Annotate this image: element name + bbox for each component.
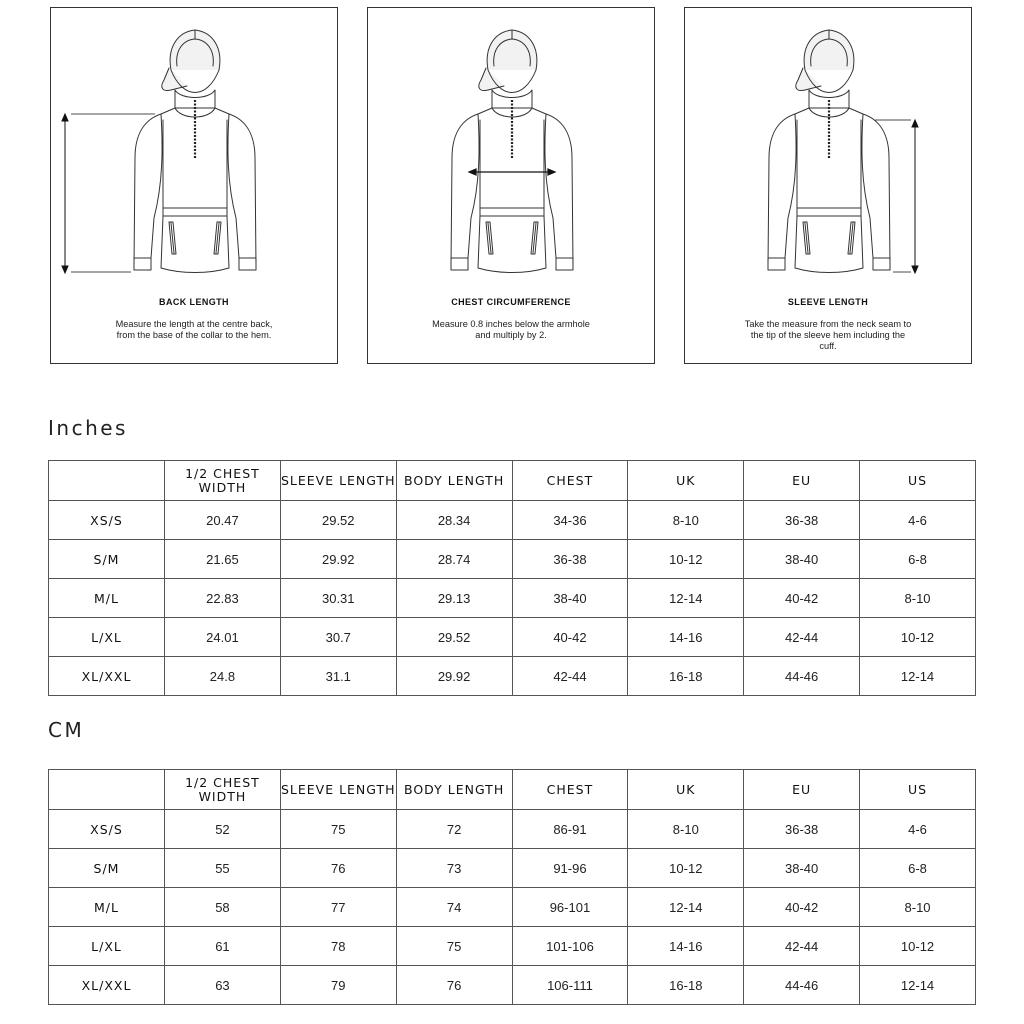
size-label-cell: XL/XXL — [49, 657, 165, 696]
column-header: 1/2 CHEST WIDTH — [165, 770, 281, 810]
size-label-cell: S/M — [49, 540, 165, 579]
table-cell: 36-38 — [744, 501, 860, 540]
table-cell: 28.34 — [396, 501, 512, 540]
table-header-row — [49, 770, 976, 810]
table-cell: 38-40 — [512, 579, 628, 618]
table-cell: 6-8 — [860, 540, 976, 579]
table-cell: 16-18 — [628, 657, 744, 696]
table-cell: 36-38 — [744, 810, 860, 849]
column-header: UK — [628, 770, 744, 810]
table-cell: 44-46 — [744, 966, 860, 1005]
header-corner-cell — [49, 461, 165, 501]
table-cell: 16-18 — [628, 966, 744, 1005]
jacket-chest-illustration — [368, 8, 656, 288]
table-cell: 30.31 — [280, 579, 396, 618]
table-cell: 40-42 — [744, 888, 860, 927]
table-cell: 29.52 — [396, 618, 512, 657]
table-cell: 40-42 — [744, 579, 860, 618]
table-cell: 61 — [165, 927, 281, 966]
table-cell: 79 — [280, 966, 396, 1005]
table-cell: 4-6 — [860, 501, 976, 540]
table-cell: 8-10 — [628, 501, 744, 540]
inches-section-title: Inches — [48, 416, 128, 440]
table-cell: 21.65 — [165, 540, 281, 579]
table-cell: 22.83 — [165, 579, 281, 618]
panel-back-length — [50, 7, 338, 364]
table-cell: 34-36 — [512, 501, 628, 540]
table-cell: 78 — [280, 927, 396, 966]
table-cell: 29.92 — [396, 657, 512, 696]
panel-title: CHEST CIRCUMFERENCE — [451, 297, 571, 307]
table-cell: 96-101 — [512, 888, 628, 927]
table-row — [49, 618, 976, 657]
table-cell: 24.8 — [165, 657, 281, 696]
table-cell: 75 — [280, 810, 396, 849]
panel-description: Measure 0.8 inches below the armhole and multiply by 2. — [432, 319, 590, 340]
table-cell: 74 — [396, 888, 512, 927]
table-cell: 29.13 — [396, 579, 512, 618]
panel-title: BACK LENGTH — [159, 297, 229, 307]
cm-size-table — [48, 769, 976, 1005]
size-label-cell: L/XL — [49, 927, 165, 966]
panel-sleeve-length — [684, 7, 972, 364]
table-cell: 12-14 — [628, 579, 744, 618]
size-label-cell: M/L — [49, 579, 165, 618]
table-cell: 106-111 — [512, 966, 628, 1005]
table-cell: 55 — [165, 849, 281, 888]
table-cell: 42-44 — [744, 618, 860, 657]
table-row — [49, 657, 976, 696]
column-header: US — [860, 461, 976, 501]
column-header: SLEEVE LENGTH — [280, 770, 396, 810]
table-cell: 42-44 — [512, 657, 628, 696]
cm-section-title: CM — [48, 718, 85, 742]
table-cell: 75 — [396, 927, 512, 966]
table-cell: 44-46 — [744, 657, 860, 696]
table-row — [49, 579, 976, 618]
table-cell: 28.74 — [396, 540, 512, 579]
table-cell: 8-10 — [860, 888, 976, 927]
column-header: 1/2 CHEST WIDTH — [165, 461, 281, 501]
jacket-back-length-illustration — [51, 8, 339, 288]
column-header: SLEEVE LENGTH — [280, 461, 396, 501]
table-row — [49, 810, 976, 849]
table-cell: 52 — [165, 810, 281, 849]
column-header: BODY LENGTH — [396, 770, 512, 810]
table-cell: 10-12 — [860, 927, 976, 966]
table-cell: 36-38 — [512, 540, 628, 579]
column-header: CHEST — [512, 770, 628, 810]
column-header: CHEST — [512, 461, 628, 501]
table-cell: 14-16 — [628, 927, 744, 966]
table-cell: 10-12 — [628, 849, 744, 888]
panel-description: Measure the length at the centre back, from the base of the collar to the hem. — [115, 319, 273, 340]
table-row — [49, 849, 976, 888]
table-cell: 73 — [396, 849, 512, 888]
table-cell: 76 — [396, 966, 512, 1005]
column-header: EU — [744, 770, 860, 810]
table-cell: 40-42 — [512, 618, 628, 657]
table-cell: 8-10 — [628, 810, 744, 849]
table-cell: 12-14 — [860, 966, 976, 1005]
table-cell: 76 — [280, 849, 396, 888]
table-cell: 101-106 — [512, 927, 628, 966]
column-header: BODY LENGTH — [396, 461, 512, 501]
jacket-sleeve-length-illustration — [685, 8, 973, 288]
table-cell: 30.7 — [280, 618, 396, 657]
table-cell: 29.92 — [280, 540, 396, 579]
table-cell: 38-40 — [744, 849, 860, 888]
size-label-cell: S/M — [49, 849, 165, 888]
table-cell: 29.52 — [280, 501, 396, 540]
size-label-cell: XL/XXL — [49, 966, 165, 1005]
table-row — [49, 927, 976, 966]
table-cell: 10-12 — [860, 618, 976, 657]
panel-title: SLEEVE LENGTH — [787, 297, 869, 307]
table-cell: 72 — [396, 810, 512, 849]
table-cell: 6-8 — [860, 849, 976, 888]
table-cell: 42-44 — [744, 927, 860, 966]
size-label-cell: XS/S — [49, 810, 165, 849]
table-cell: 31.1 — [280, 657, 396, 696]
table-header-row — [49, 461, 976, 501]
size-label-cell: XS/S — [49, 501, 165, 540]
table-cell: 10-12 — [628, 540, 744, 579]
table-cell: 4-6 — [860, 810, 976, 849]
table-cell: 38-40 — [744, 540, 860, 579]
table-row — [49, 540, 976, 579]
table-cell: 77 — [280, 888, 396, 927]
table-cell: 8-10 — [860, 579, 976, 618]
table-row — [49, 501, 976, 540]
size-label-cell: L/XL — [49, 618, 165, 657]
inches-size-table — [48, 460, 976, 696]
panel-chest-circumference — [367, 7, 655, 364]
table-row — [49, 966, 976, 1005]
table-cell: 24.01 — [165, 618, 281, 657]
column-header: US — [860, 770, 976, 810]
column-header: UK — [628, 461, 744, 501]
table-row — [49, 888, 976, 927]
table-cell: 86-91 — [512, 810, 628, 849]
table-cell: 20.47 — [165, 501, 281, 540]
table-cell: 63 — [165, 966, 281, 1005]
header-corner-cell — [49, 770, 165, 810]
table-cell: 58 — [165, 888, 281, 927]
table-cell: 12-14 — [860, 657, 976, 696]
table-cell: 14-16 — [628, 618, 744, 657]
column-header: EU — [744, 461, 860, 501]
table-cell: 91-96 — [512, 849, 628, 888]
panel-description: Take the measure from the neck seam to the tip of the sleeve hem including the cuff. — [744, 319, 912, 351]
table-cell: 12-14 — [628, 888, 744, 927]
size-label-cell: M/L — [49, 888, 165, 927]
